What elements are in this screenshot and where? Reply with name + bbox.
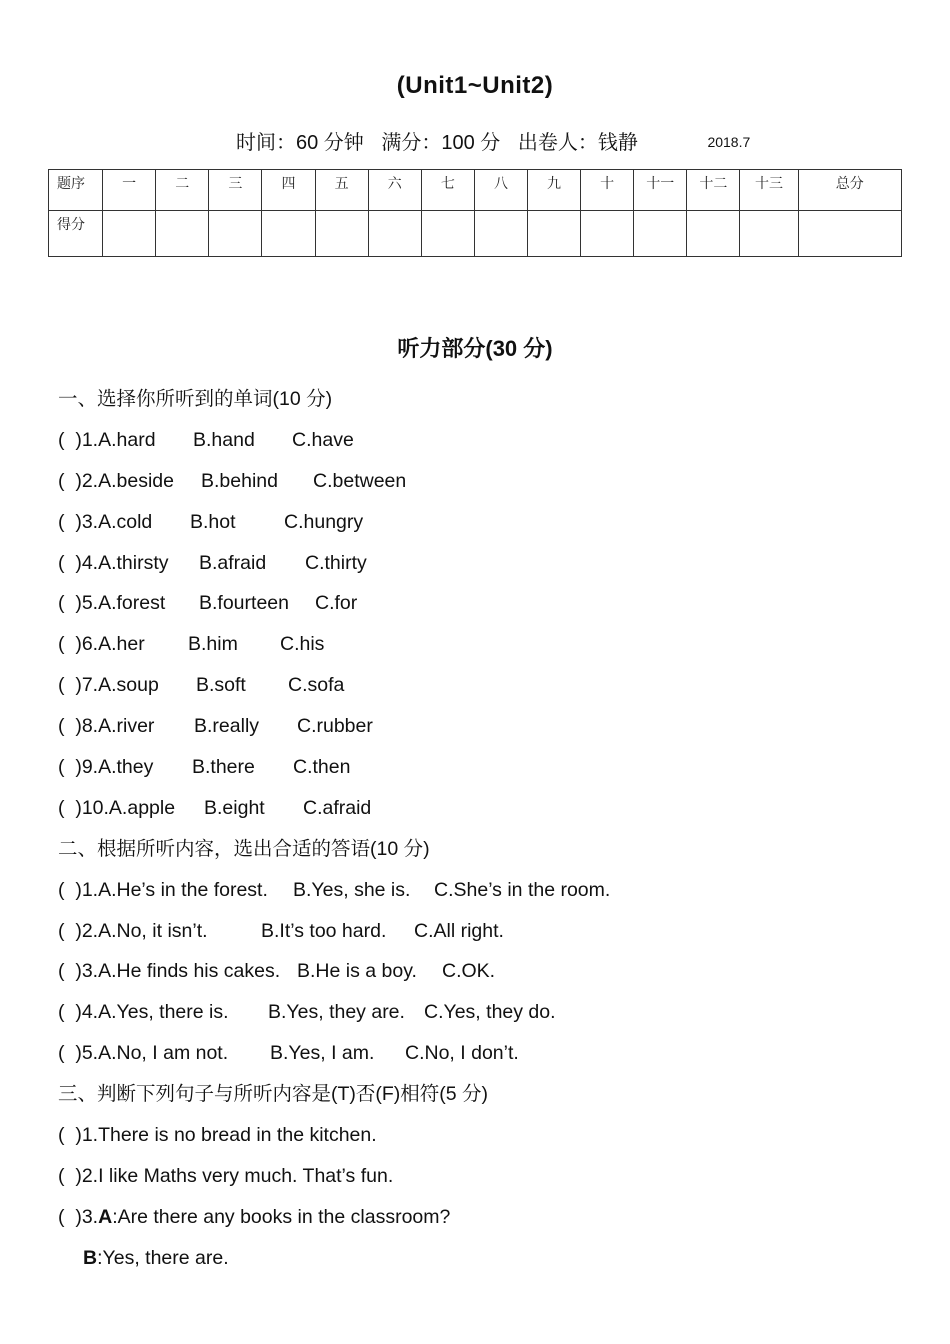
score-input-cell[interactable]: [368, 211, 421, 257]
score-header-cell: 五: [315, 170, 368, 211]
option-c: C.rubber: [297, 715, 373, 738]
score-header-cell: 三: [209, 170, 262, 211]
part1-question: [58, 427, 610, 468]
option-a: ( )4.A.Yes, there is.: [58, 1001, 229, 1024]
score-header-cell: 八: [474, 170, 527, 211]
question-number: ( )3.: [58, 1205, 99, 1228]
option-c: C.between: [313, 469, 407, 492]
exam-meta: [236, 126, 750, 155]
option-c: C.sofa: [288, 674, 345, 697]
option-b: B.hand: [193, 428, 255, 451]
option-c: C.She’s in the room.: [434, 878, 611, 901]
part1-question: [58, 795, 610, 836]
option-b: B.He is a boy.: [297, 960, 417, 983]
score-input-cell[interactable]: [156, 211, 209, 257]
part2-question: [58, 877, 610, 918]
part1-question: [58, 590, 610, 631]
option-b: B.Yes, she is.: [293, 878, 411, 901]
score-header-cell: 四: [262, 170, 315, 211]
speaker-b-text: :Yes, there are.: [97, 1246, 229, 1269]
part3-question: [58, 1204, 610, 1245]
score-input-cell[interactable]: [740, 211, 798, 257]
score-header-cell: 十: [581, 170, 634, 211]
option-c: C.Yes, they do.: [424, 1001, 556, 1024]
part2-question: [58, 958, 610, 999]
option-a: ( )1.A.He’s in the forest.: [58, 878, 268, 901]
score-header-cell: 总分: [798, 170, 901, 211]
option-c: C.hungry: [284, 510, 364, 533]
score-header-cell: 九: [528, 170, 581, 211]
part1-question: [58, 672, 610, 713]
score-header-cell: 十二: [687, 170, 740, 211]
exam-author: 出卷人：钱静: [517, 132, 638, 154]
option-a: ( )10.A.apple: [58, 796, 176, 819]
part3-heading: 三、判断下列句子与所听内容是(T)否(F)相符(5 分): [58, 1083, 489, 1106]
option-a: ( )5.A.No, I am not.: [58, 1042, 229, 1065]
option-b: B.afraid: [199, 551, 267, 574]
option-c: C.have: [292, 428, 354, 451]
option-a: ( )8.A.river: [58, 715, 155, 738]
part1-question: [58, 631, 610, 672]
score-header-cell: 十三: [740, 170, 798, 211]
option-a: ( )9.A.they: [58, 756, 154, 779]
part2-question: [58, 1040, 610, 1081]
option-c: C.thirty: [305, 551, 367, 574]
score-total-cell[interactable]: [798, 211, 901, 257]
option-c: C.afraid: [303, 796, 372, 819]
option-b: B.eight: [204, 796, 265, 819]
score-header-cell: 题序: [49, 170, 103, 211]
listening-questions: [58, 386, 610, 1286]
score-input-cell[interactable]: [103, 211, 156, 257]
part2-heading: 二、根据所听内容，选出合适的答语(10 分): [58, 837, 430, 860]
option-b: B.really: [194, 715, 260, 738]
option-a: ( )3.A.He finds his cakes.: [58, 960, 281, 983]
option-a: ( )7.A.soup: [58, 674, 159, 697]
exam-time: 时间：60 分钟: [236, 132, 364, 154]
part3-question: ( )2.I like Maths very much. That’s fun.: [58, 1164, 394, 1187]
part1-question: [58, 468, 610, 509]
exam-date: 2018.7: [707, 134, 751, 150]
option-b: B.Yes, they are.: [268, 1001, 405, 1024]
speaker-a-text: :Are there any books in the classroom?: [112, 1205, 451, 1228]
speaker-b-label: B: [83, 1246, 98, 1269]
option-b: B.soft: [196, 674, 246, 697]
option-a: ( )6.A.her: [58, 633, 145, 656]
score-input-cell[interactable]: [421, 211, 474, 257]
part1-question: [58, 754, 610, 795]
option-b: B.It’s too hard.: [261, 919, 387, 942]
part2-question: [58, 999, 610, 1040]
option-c: C.All right.: [414, 919, 504, 942]
score-input-cell[interactable]: [528, 211, 581, 257]
exam-title: (Unit1~Unit2): [396, 72, 554, 99]
option-a: ( )2.A.No, it isn’t.: [58, 919, 208, 942]
score-input-cell[interactable]: [581, 211, 634, 257]
score-input-cell[interactable]: [209, 211, 262, 257]
score-table-header-row: [49, 170, 902, 211]
score-header-cell: 七: [421, 170, 474, 211]
score-input-cell[interactable]: [687, 211, 740, 257]
exam-full-score: 满分：100 分: [381, 132, 501, 154]
score-header-cell: 二: [156, 170, 209, 211]
option-b: B.Yes, I am.: [270, 1042, 375, 1065]
part1-question: [58, 713, 610, 754]
option-b: B.him: [188, 633, 238, 656]
score-row-label: 得分: [49, 211, 103, 257]
part2-question: [58, 918, 610, 959]
option-a: ( )2.A.beside: [58, 469, 174, 492]
option-a: ( )1.A.hard: [58, 428, 156, 451]
part1-heading: 一、选择你所听到的单词(10 分): [58, 388, 333, 410]
score-input-cell[interactable]: [474, 211, 527, 257]
option-a: ( )4.A.thirsty: [58, 551, 169, 574]
score-header-cell: 一: [103, 170, 156, 211]
score-input-cell[interactable]: [262, 211, 315, 257]
score-table: [48, 169, 902, 257]
part1-question: [58, 509, 610, 550]
option-c: C.OK.: [442, 960, 496, 983]
score-header-cell: 十一: [634, 170, 687, 211]
part3-dialogue-reply: [58, 1245, 610, 1286]
option-c: C.then: [293, 756, 351, 779]
option-c: C.No, I don’t.: [405, 1042, 519, 1065]
option-b: B.behind: [201, 469, 278, 492]
part3-question: ( )1.There is no bread in the kitchen.: [58, 1124, 377, 1147]
score-input-cell[interactable]: [315, 211, 368, 257]
option-a: ( )5.A.forest: [58, 592, 166, 615]
score-header-cell: 六: [368, 170, 421, 211]
score-table-score-row: [49, 211, 902, 257]
score-input-cell[interactable]: [634, 211, 687, 257]
speaker-a-label: A: [98, 1205, 113, 1228]
option-c: C.for: [315, 592, 358, 615]
option-b: B.there: [192, 756, 255, 779]
option-a: ( )3.A.cold: [58, 510, 153, 533]
part1-question: [58, 550, 610, 591]
option-c: C.his: [280, 633, 325, 656]
option-b: B.hot: [190, 510, 236, 533]
option-b: B.fourteen: [199, 592, 289, 615]
listening-section-title: 听力部分(30 分): [397, 336, 553, 361]
